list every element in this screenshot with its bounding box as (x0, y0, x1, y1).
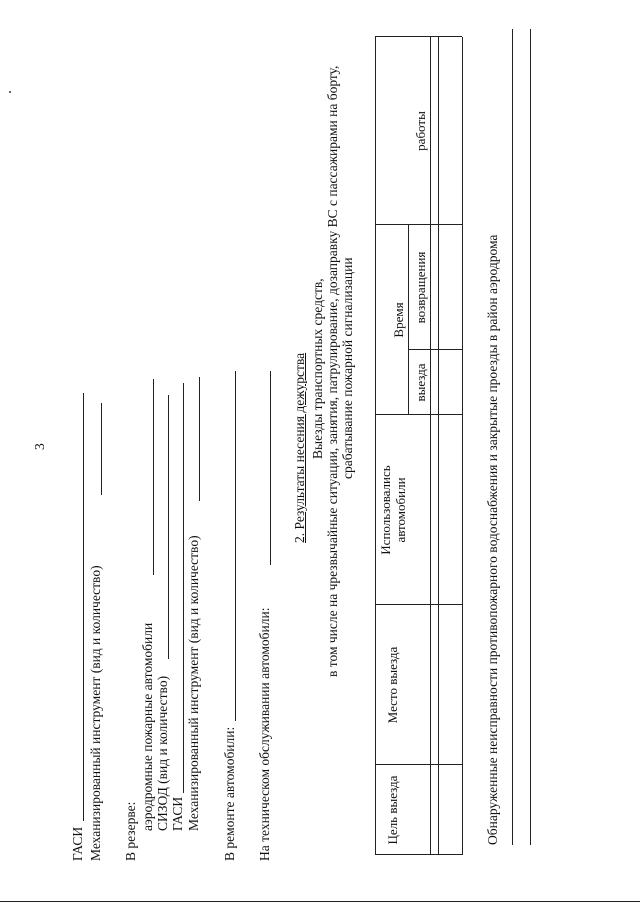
table-border-top (375, 37, 376, 855)
table-border-bottom (462, 37, 463, 855)
th-work: работы (413, 111, 428, 151)
reserve-sizod-fill-line (168, 395, 169, 659)
th-time: Время (391, 302, 406, 338)
gasi-label: ГАСИ (70, 826, 85, 861)
th-purpose: Цель выезда (385, 775, 400, 845)
left-scan-edge (0, 901, 640, 902)
reserve-mech-tool: Механизированный инструмент (вид и количество) (186, 535, 201, 831)
reserve-sizod: СИЗОД (вид и количество) (155, 675, 170, 831)
reserve-airfield-trucks: аэродромные пожарные автомобили (140, 622, 155, 831)
section2-subtitle-2: в том числе на чрезвычайные ситуации, занятия, патрулирование, дозаправку ВС с пассажирами на борту, (325, 65, 340, 677)
scan-speck (9, 91, 11, 93)
mech-tool-fill-line (101, 403, 102, 495)
mech-tool-label: Механизированный инструмент (вид и количество) (88, 565, 103, 861)
maintenance-fill-line (270, 371, 271, 565)
reserve-gasi-fill-line (183, 383, 184, 793)
th-departure: выезда (413, 363, 428, 402)
maintenance-label: На техническом обслуживании автомобили: (257, 607, 272, 861)
th-return: возвращения (413, 251, 428, 324)
table-header-bottom (430, 37, 431, 855)
repair-fill-line (235, 371, 236, 721)
section2-title: 2. Результаты несения дежурства (292, 352, 307, 543)
section2-subtitle-3: срабатывание пожарной сигнализации (340, 257, 355, 479)
section2-subtitle-1: Выезды транспортных средств, (310, 278, 325, 459)
reserve-gasi: ГАСИ (170, 796, 185, 831)
defects-fill-line-1 (512, 29, 513, 845)
page-number: 3 (32, 443, 47, 450)
th-vehicles-1: Использовались (378, 465, 393, 555)
table-time-subheader-line (408, 225, 409, 415)
defects-fill-line-2 (530, 29, 531, 845)
th-vehicles-2: автомобили (393, 477, 408, 543)
reserve-airfield-fill-line (153, 379, 154, 575)
reserve-mech-fill-line (199, 377, 200, 501)
table-row-line (438, 37, 439, 855)
defects-label: Обнаруженные неисправности противопожарного водоснабжения и закрытые проезды в район аэродрома (485, 234, 500, 845)
repair-label: В ремонте автомобили: (222, 726, 237, 861)
reserve-heading: В резерве: (123, 801, 138, 861)
gasi-fill-line (83, 393, 84, 821)
th-place: Место выезда (385, 646, 400, 724)
